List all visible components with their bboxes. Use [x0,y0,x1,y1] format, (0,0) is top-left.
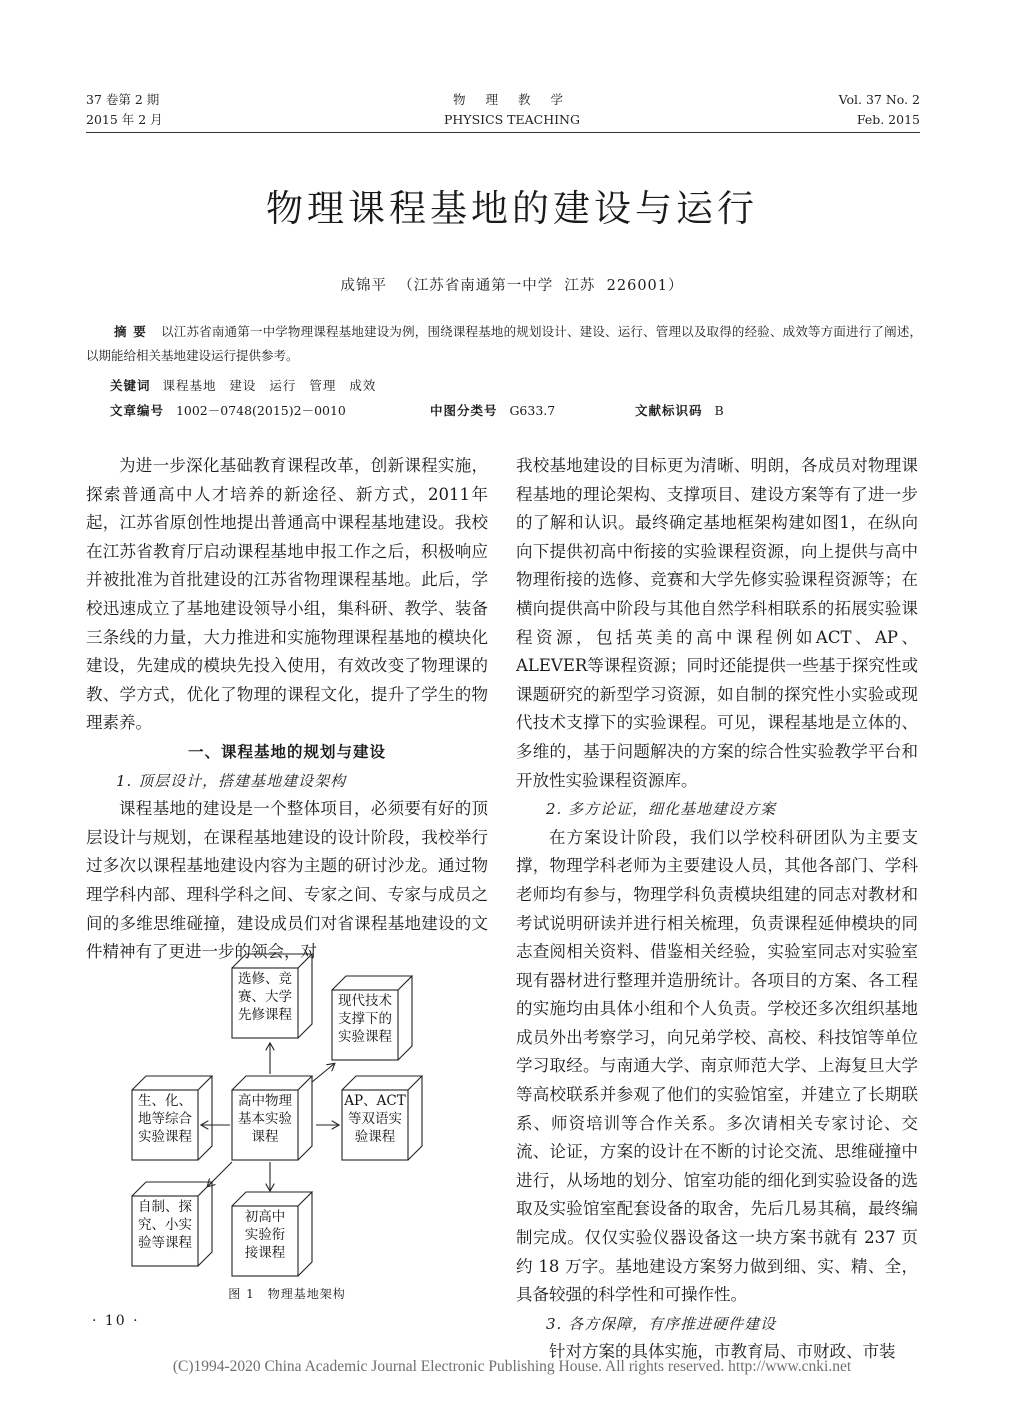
article-title: 物理课程基地的建设与运行 [266,187,758,230]
box-bottom-label: 初高中 实验衔 接课程 [244,1209,286,1261]
clc-number-label: 中图分类号 [430,403,498,418]
article-number-value: 1002－0748(2015)2－0010 [175,403,346,418]
box-center-label: 高中物理 基本实验 课程 [238,1093,292,1145]
keywords-text: 课程基地 建设 运行 管理 成效 [162,378,377,393]
body-right-column [516,452,918,1367]
journal-volume-en [839,90,920,130]
box-left-label: 生、化、 地等综合 实验课程 [138,1093,192,1145]
paragraph: 在方案设计阶段，我们以学校科研团队为主要支撑，物理学科老师为主要建设人员，其他各部门、学科老师均有参与，物理学科负责模块组建的同志对教材和考试说明研读并进行相关梳理，负责课程延伸模块的同志查阅相关资料、借鉴相关经验，实验室同志对实验室现有器材进行整理并造册统计。各项目的方案、各工程的实施均由具体小组和个人负责。学校还多次组织基地成员外出考察学习，向兄弟学校、高校、科技馆等单位学习取经。与南通大学、南京师范大学、上海复旦大学等高校联系并参观了他们的实验馆室，并建立了长期联系、师资培训等合作关系。多次请相关专家讨论、交流、论证，方案的设计在不断的讨论交流、思维碰撞中进行，从场地的划分、馆室功能的细化到实验设备的选取及实验馆室配套设备的取舍，先后几易其稿，最终编制完成。仅仅实验仪器设备这一块方案书就有 237 页约 18 万字。基地建设方案努力做到细、实、精、全，具备较强的科学性和可操作性。 [516,827,918,1305]
abstract-label: 摘 要 [114,324,147,339]
paragraph: 课程基地的建设是一个整体项目，必须要有好的顶层设计与规划，在课程基地建设的设计阶段，我校举行过多次以课程基地建设内容为主题的研讨沙龙。通过物理学科内部、理科学科之间、专家之间、专家与成员之间的多维思维碰撞，建设成员们对省课程基地建设的文件精神有了更进一步的领会，对 [86,799,488,962]
box-bottom-left-label: 自制、探 究、小实 验等课程 [138,1199,192,1251]
author-affiliation: 成锦平 （江苏省南通第一中学 江苏 226001） [340,278,684,294]
abstract-text: 以江苏省南通第一中学物理课程基地建设为例，围绕课程基地的规划设计、建设、运行、管理以及取得的经验、成效等方面进行了阐述，以期能给相关基地建设运行提供参考。 [86,324,922,363]
copyright-footer: (C)1994-2020 China Academic Journal Electronic Publishing House. All rights reserved. http://www.cnki.net [172,1358,852,1375]
body-left-column [86,452,488,967]
document-code-value: B [714,403,724,418]
article-number [110,399,346,423]
box-top-right-label: 现代技术 支撑下的 实验课程 [338,993,392,1045]
volume-issue-en: Vol. 37 No. 2 [838,92,920,107]
page-number: · 10 · [92,1313,140,1329]
box-top-label: 选修、竞 赛、大学 先修课程 [238,971,292,1023]
subsection-heading: 2. 多方论证，细化基地建设方案 [546,800,777,819]
journal-name-en: PHYSICS TEACHING [444,112,580,127]
article-number-label: 文章编号 [110,403,165,418]
paragraph: 为进一步深化基础教育课程改革，创新课程实施，探索普通高中人才培养的新途径、新方式，2011年起，江苏省原创性地提出普通高中课程基地建设。我校在江苏省教育厅启动课程基地申报工作之后，积极响应并被批准为首批建设的江苏省物理课程基地。此后，学校迅速成立了基地建设领导小组，集科研、教学、装备三条线的力量，大力推进和实施物理课程基地的模块化建设，先建成的模块先投入使用，有效改变了物理课的教、学方式，优化了物理的课程文化，提升了学生的物理素养。 [86,456,488,733]
journal-name-cn: 物 理 教 学 [453,92,571,107]
clc-number [430,399,555,423]
volume-issue: 37 卷第 2 期 [86,92,160,107]
section-heading: 一、课程基地的规划与建设 [187,742,386,761]
figure-caption: 图 1 物理基地架构 [228,1287,346,1301]
abstract [86,320,922,368]
paragraph: 我校基地建设的目标更为清晰、明朗，各成员对物理课程基地的理论架构、支撑项目、建设方案等有了进一步的了解和认识。最终确定基地框架构建如图1，在纵向向下提供初高中衔接的实验课程资源，向上提供与高中物理衔接的选修、竞赛和大学先修实验课程资源等；在横向提供高中阶段与其他自然学科相联系的拓展实验课程资源，包括英美的高中课程例如ACT、AP、ALEVER等课程资源；同时还能提供一些基于探究性或课题研究的新型学习资源，如自制的探究性小实验或现代技术支撑下的实验课程。可见，课程基地是立体的、多维的，基于问题解决的方案的综合性实验教学平台和开放性实验课程资源库。 [516,456,918,790]
publication-date: 2015 年 2 月 [86,112,163,127]
publication-date-en: Feb. 2015 [856,112,920,127]
document-code-label: 文献标识码 [635,403,703,418]
figure-base-architecture [110,950,460,1290]
subsection-heading: 3. 各方保障，有序推进硬件建设 [546,1314,777,1333]
keywords-label: 关键词 [110,378,151,393]
keywords [110,374,946,398]
subsection-heading: 1. 顶层设计，搭建基地建设架构 [116,771,347,790]
clc-number-value: G633.7 [509,403,556,418]
document-code [635,399,724,423]
box-right-label: AP、ACT 等双语实 验课程 [344,1093,406,1145]
paragraph: 针对方案的具体实施，市教育局、市财政、市装 [549,1342,896,1362]
header-rule [86,132,920,133]
